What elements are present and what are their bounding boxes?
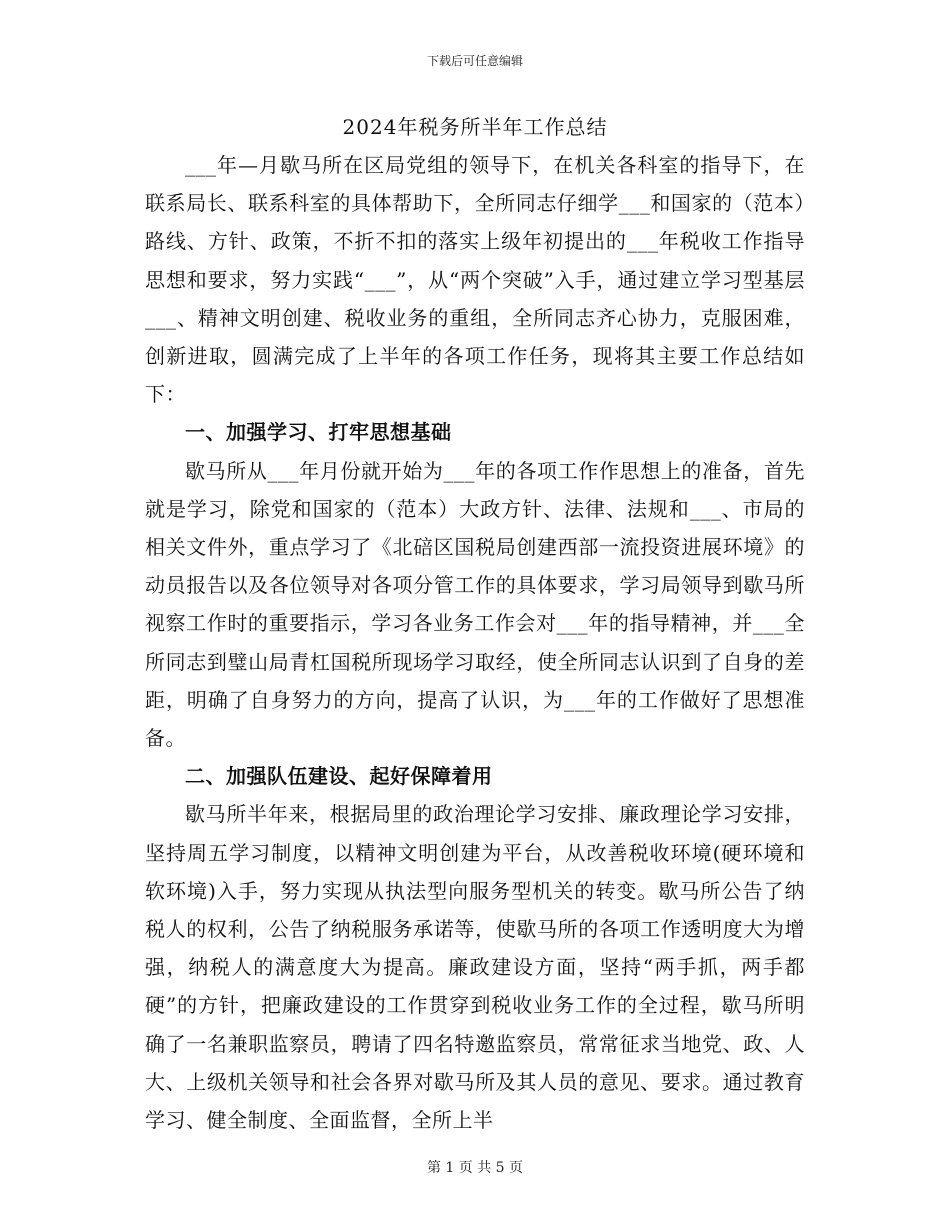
document-title: 2024年税务所半年工作总结 [342, 115, 608, 139]
intro-paragraph: ___年—月歇马所在区局党组的领导下，在机关各科室的指导下，在联系局长、联系科室的具体帮助下，全所同志仔细学___和国家的（范本）路线、方针、政策，不折不扣的落实上级年初提出的___年税收工作指导思想和要求，努力实践“___”，从“两个突破”入手，通过建立学习型基层___、精神文明创建、税收业务的重组，全所同志齐心协力，克服困难，创新进取，圆满完成了上半年的各项工作任务，现将其主要工作总结如下： [145, 153, 805, 407]
page-header-note: 下载后可任意编辑 [426, 54, 523, 68]
section-1-paragraph: 歇马所从___年月份就开始为___年的各项工作作思想上的准备，首先就是学习，除党和国家的（范本）大政方针、法律、法规和___、市局的相关文件外，重点学习了《北碚区国税局创建西部一流投资进展环境》的动员报告以及各位领导对各项分管工作的具体要求，学习局领导到歇马所视察工作时的重要指示，学习各业务工作会对___年的指导精神，并___全所同志到璧山局青杠国税所现场学习取经，使全所同志认识到了自身的差距，明确了自身努力的方向，提高了认识，为___年的工作做好了思想准备。 [145, 458, 805, 751]
document-body [145, 146, 805, 1139]
section-2-heading: 二、加强队伍建设、起好保障着用 [185, 764, 493, 789]
section-1-heading: 一、加强学习、打牢思想基础 [185, 420, 452, 445]
section-2-paragraph: 歇马所半年来，根据局里的政治理论学习安排、廉政理论学习安排，坚持周五学习制度，以精神文明创建为平台，从改善税收环境(硬环境和软环境)入手，努力实现从执法型向服务型机关的转变。歇马所公告了纳税人的权利，公告了纳税服务承诺等，使歇马所的各项工作透明度大为增强，纳税人的满意度大为提高。廉政建设方面，坚持“两手抓，两手都硬”的方针，把廉政建设的工作贯穿到税收业务工作的全过程，歇马所明确了一名兼职监察员，聘请了四名特邀监察员，常常征求当地党、政、人大、上级机关领导和社会各界对歇马所及其人员的意见、要求。通过教育学习、健全制度、全面监督，全所上半 [145, 802, 805, 1133]
page-number: 第 1 页 共 5 页 [426, 1160, 524, 1176]
